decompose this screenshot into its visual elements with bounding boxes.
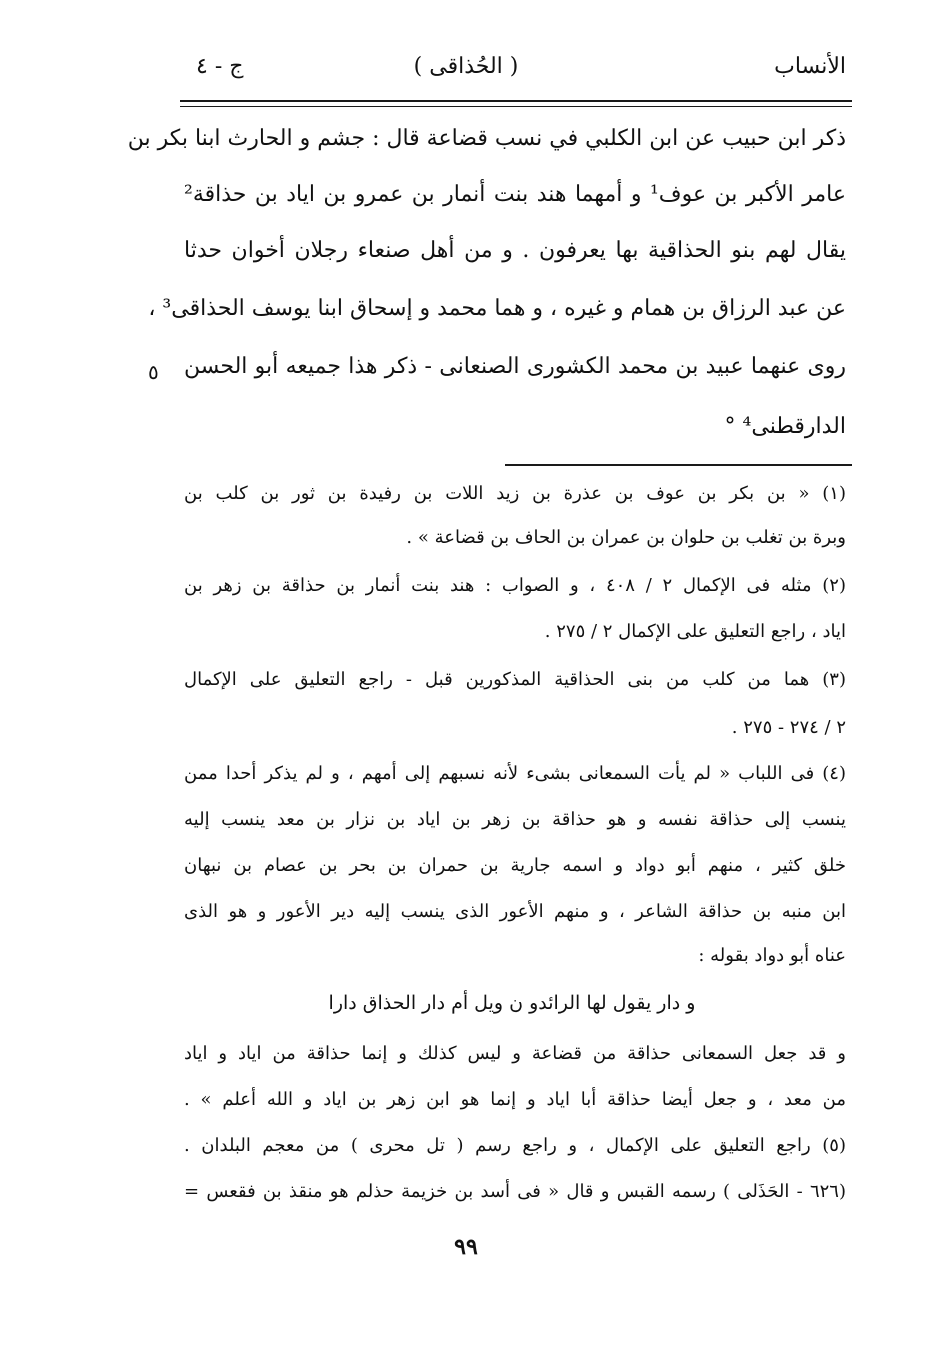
header-rule-thin [180, 106, 852, 107]
footnote-3-line-1: (٣) هما من كلب من بنى الحذاقية المذكورين قبل - راجع التعليق على الإكمال [184, 669, 846, 690]
footnote-4-line-5: عناه أبو دواد بقوله : [698, 945, 846, 966]
footnote-6-line-1: (٦٢٦ - الحَذَلى ) رسمه القبس و قال « فى أسد بن خزيمة حذلم هو منقذ بن فقعس = [184, 1181, 846, 1202]
page-number: ٩٩ [454, 1234, 478, 1260]
footnote-5-line-1: (٥) راجع التعليق على الإكمال ، و راجع رسم ( تل محرى ) من معجم البلدان . [184, 1135, 846, 1156]
margin-line-number: ٥ [148, 360, 159, 384]
header-book-title: الأنساب [774, 54, 846, 79]
footnote-4-line-1: (٤) فى اللباب « لم يأت السمعانى بشىء لأنه نسبهم إلى أمهم ، و لم يذكر أحدا ممن [184, 763, 846, 784]
main-line-6: الدارقطنى⁴ ° [724, 414, 846, 439]
footnote-1-line-2: وبرة بن تغلب بن حلوان بن عمران بن الحاف بن قضاعة » . [406, 527, 846, 548]
footnote-verse: و دار يقول لها الرائدو ن ويل أم دار الحذاق دارا [328, 992, 696, 1014]
footnote-4-line-2: ينسب إلى حذاقة نفسه و هو حذاقة بن زهر بن اياد بن نزار بن معد ينسب إليه [184, 809, 846, 830]
footnote-1-line-1: (١) « بن بكر بن عوف بن عذرة بن زيد اللات بن رفيدة بن ثور بن كلب بن [184, 483, 846, 504]
footnote-3-line-2: ٢ / ٢٧٤ - ٢٧٥ . [731, 717, 846, 738]
footnote-4-line-4: ابن منبه بن حذاقة الشاعر ، و منهم الأعور الذى ينسب إليه دير الأعور و هو الذى [184, 901, 846, 922]
main-line-2: عامر الأكبر بن عوف¹ و أمهما هند بنت أنمار بن عمرو بن اياد بن حذاقة² [184, 182, 846, 207]
main-line-5: روى عنهما عبيد بن محمد الكشورى الصنعانى - ذكر هذا جميعه أبو الحسن [184, 354, 846, 379]
footnote-2-line-1: (٢) مثله فى الإكمال ٢ / ٤٠٨ ، و الصواب : هند بنت أنمار بن حذاقة بن زهر بن [184, 575, 846, 596]
main-line-3: يقال لهم بنو الحذاقية بها يعرفون . و من أهل صنعاء رجلان أخوان حدثا [184, 238, 846, 263]
header-rule [180, 100, 852, 102]
footnote-2-line-2: اياد ، راجع التعليق على الإكمال ٢ / ٢٧٥ . [544, 621, 846, 642]
footnote-4-line-7: من معد ، و جعل أيضا حذاقة أبا اياد و إنما هو ابن زهر بن اياد و الله أعلم » . [184, 1089, 846, 1110]
header-entry-title: ( الحُذاقى ) [413, 54, 519, 79]
header-volume: ج - ٤ [196, 54, 244, 79]
main-line-4: عن عبد الرزاق بن همام و غيره ، و هما محمد و إسحاق ابنا يوسف الحذاقى³ ، [148, 296, 846, 321]
footnote-separator [505, 464, 852, 466]
main-line-1: ذكر ابن حبيب عن ابن الكلبي في نسب قضاعة قال : جشم و الحارث ابنا بكر بن [127, 126, 846, 151]
footnote-4-line-3: خلق كثير ، منهم أبو دواد و اسمه جارية بن حمران بن بحر بن عصام بن نبهان [184, 855, 846, 876]
footnote-4-line-6: و قد جعل السمعانى حذاقة من قضاعة و ليس كذلك و إنما حذاقة من اياد و اياد [184, 1043, 846, 1064]
